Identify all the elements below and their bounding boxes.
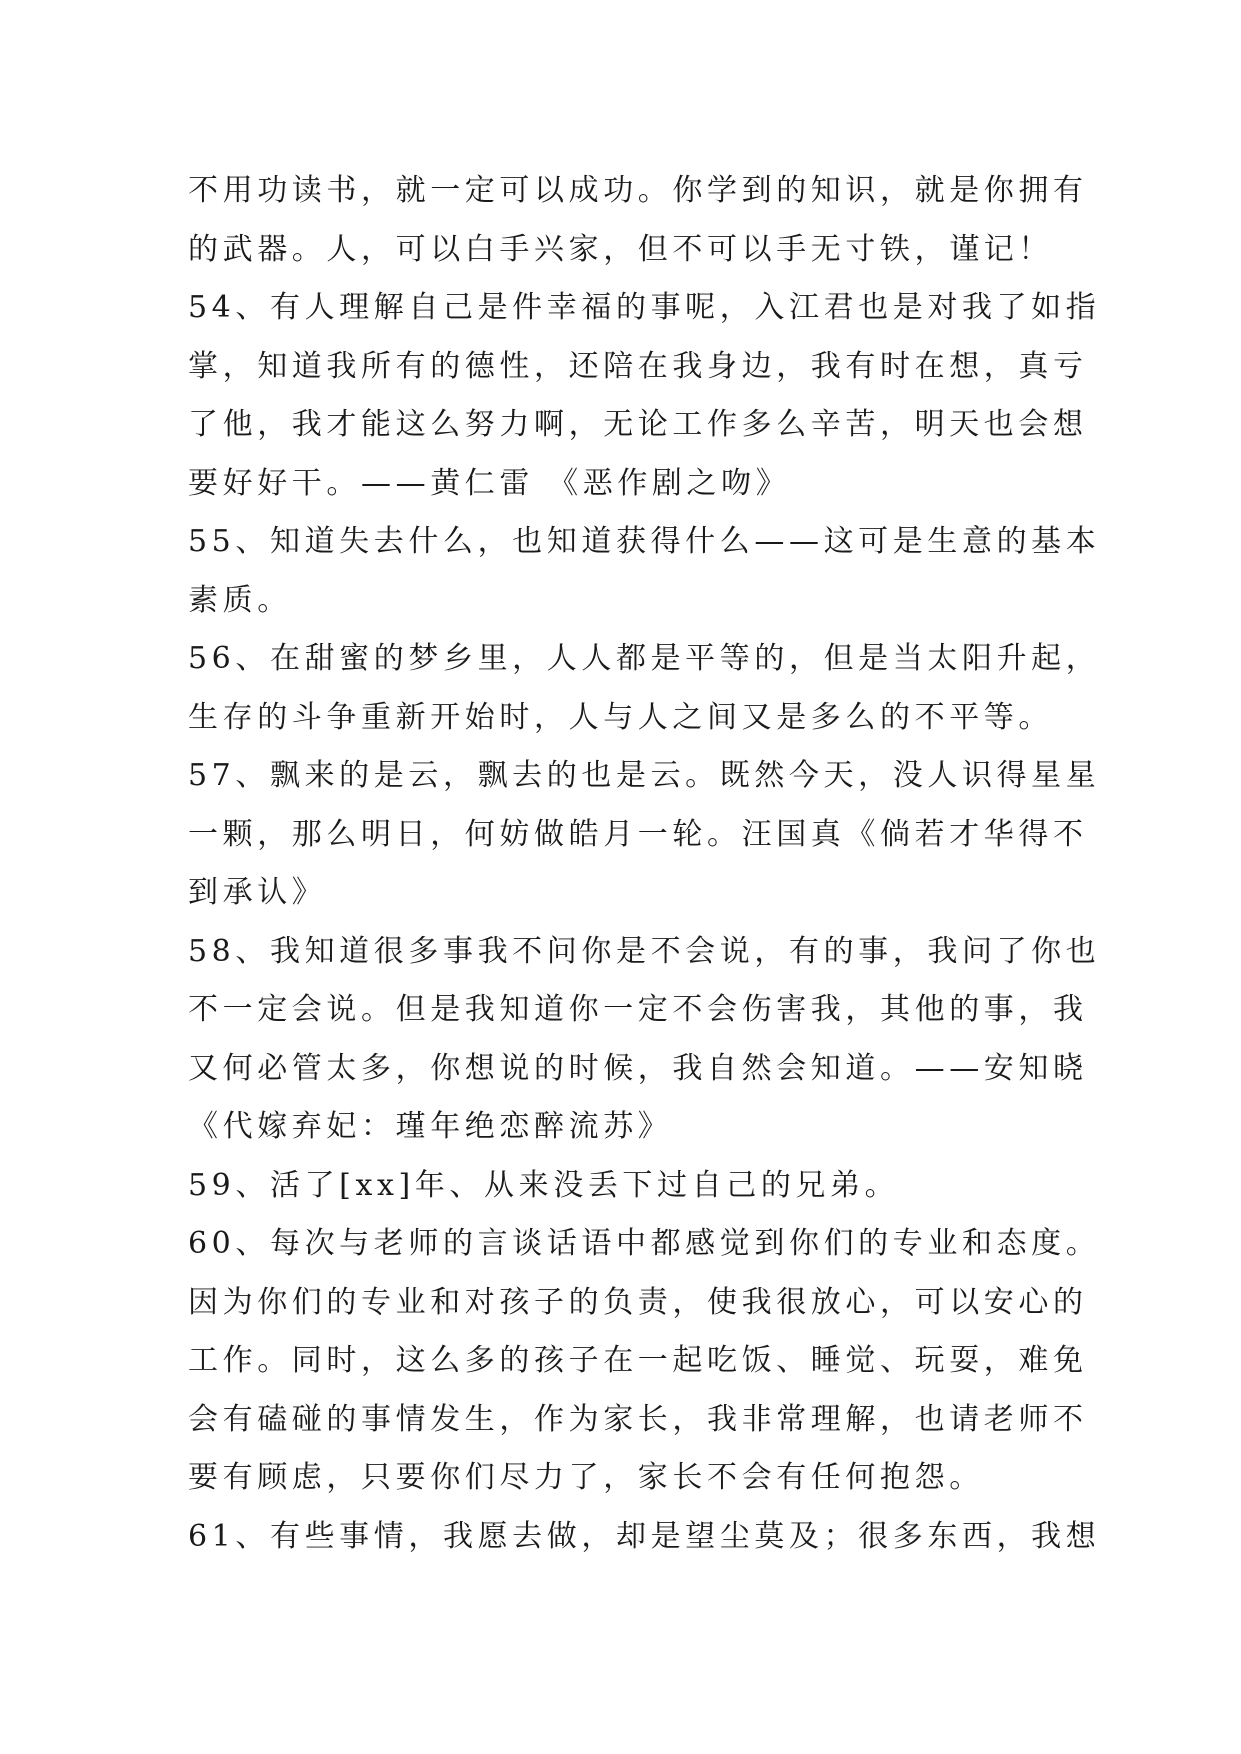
text-line: 素质。 [188,582,292,618]
text-line: 一颗，那么明日，何妨做皓月一轮。汪国真《倘若才华得不 [188,816,1088,852]
text-line: 工作。同时，这么多的孩子在一起吃饭、睡觉、玩耍，难免 [188,1343,1088,1378]
document-page [188,162,1101,1566]
text-line: 到承认》 [188,875,327,910]
text-line: 生存的斗争重新开始时，人与人之间又是多么的不平等。 [188,699,1053,735]
text-line: 59、活了[xx]年、从来没丢下过自己的兄弟。 [188,1167,900,1203]
text-line: 55、知道失去什么，也知道获得什么——这可是生意的基本 [188,524,1101,559]
text-line: 不用功读书，就一定可以成功。你学到的知识，就是你拥有 [188,173,1088,208]
text-line: 56、在甜蜜的梦乡里，人人都是平等的，但是当太阳升起， [188,641,1101,676]
text-line: 61、有些事情，我愿去做，却是望尘莫及；很多东西，我想 [188,1518,1101,1554]
text-line: 会有磕碰的事情发生，作为家长，我非常理解，也请老师不 [188,1401,1088,1437]
text-line: 58、我知道很多事我不问你是不会说，有的事，我问了你也 [188,933,1101,969]
text-line: 掌，知道我所有的德性，还陪在我身边，我有时在想，真亏 [188,348,1088,384]
text-line: 不一定会说。但是我知道你一定不会伤害我，其他的事，我 [188,992,1088,1027]
text-line: 54、有人理解自己是件幸福的事呢，入江君也是对我了如指 [188,290,1101,325]
text-line: 要有顾虑，只要你们尽力了，家长不会有任何抱怨。 [188,1460,984,1495]
text-line: 又何必管太多，你想说的时候，我自然会知道。——安知晓 [188,1050,1088,1086]
text-line: 《代嫁弃妃：瑾年绝恋醉流苏》 [188,1109,673,1144]
text-line: 要好好干。——黄仁雷 《恶作剧之吻》 [188,465,791,501]
text-line: 了他，我才能这么努力啊，无论工作多么辛苦，明天也会想 [188,407,1088,442]
text-line: 因为你们的专业和对孩子的负责，使我很放心，可以安心的 [188,1284,1088,1320]
text-line: 60、每次与老师的言谈话语中都感觉到你们的专业和态度。 [188,1226,1101,1261]
text-line: 57、飘来的是云，飘去的也是云。既然今天，没人识得星星 [188,758,1101,793]
text-line: 的武器。人，可以白手兴家，但不可以手无寸铁，谨记！ [188,231,1053,267]
